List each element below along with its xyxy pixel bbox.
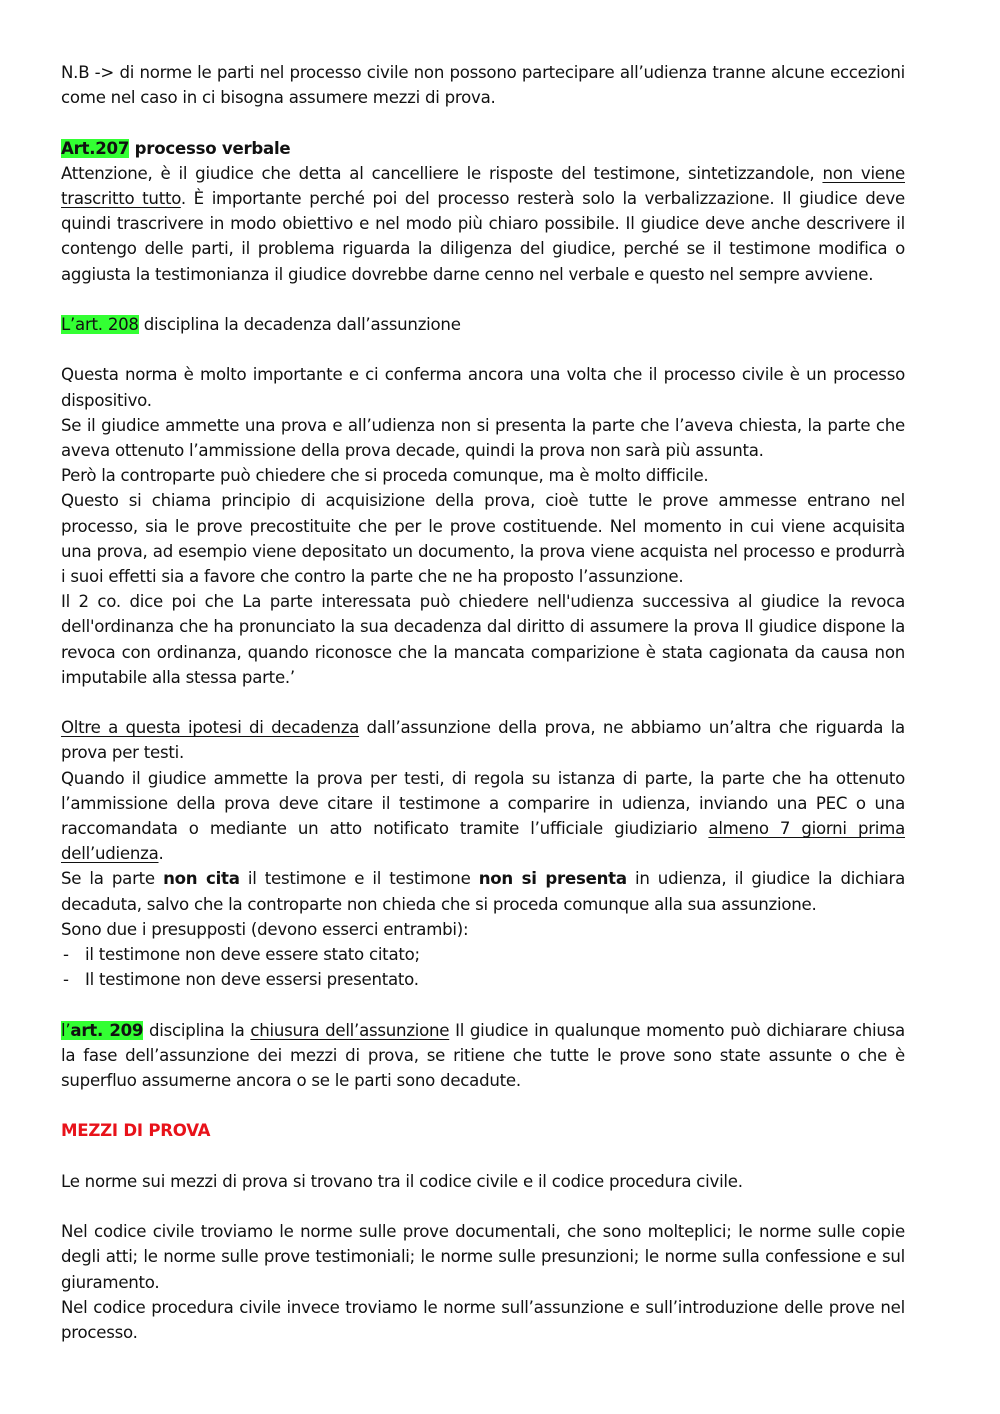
- spacer: [61, 1144, 905, 1169]
- testi-text-3a: Se la parte: [61, 869, 164, 889]
- testi-text-2a: Quando il giudice ammette la prova per testi, di regola su istanza di parte, la parte che ha ottenuto l’ammissione della prova deve citare il testimone a comparire in udienza, inviando una PEC o una raccomandata o mediante un atto notificato tramite l’ufficiale giudiziario: [61, 768, 905, 839]
- art209-highlight: [61, 1021, 143, 1040]
- spacer: [61, 1093, 905, 1118]
- art209-paragraph: [61, 1018, 905, 1094]
- art208-paragraph-2: Se il giudice ammette una prova e all’udienza non si presenta la parte che l’aveva chiesta, la parte che aveva ottenuto l’ammissione della prova decade, quindi la prova non sarà più assunta.: [61, 415, 905, 460]
- art209-prefix: l’: [61, 1020, 71, 1040]
- art209-underlined: chiusura dell’assunzione: [250, 1020, 450, 1040]
- spacer: [61, 992, 905, 1017]
- art207-heading-text: processo verbale: [129, 138, 291, 158]
- mezzi-paragraph-2: Nel codice civile troviamo le norme sulle prove documentali, che sono molteplici; le norme sulle copie degli atti; le norme sulle prove testimoniali; le norme sulle presunzioni; le norme sulla confessione e sul giuramento.: [61, 1222, 905, 1292]
- art208-paragraph-1: Questa norma è molto importante e ci conferma ancora una volta che il processo civile è un processo dispositivo.: [61, 365, 905, 410]
- testi-text-2b: .: [158, 844, 164, 864]
- art207-text-b: . È importante perché poi del processo resterà solo la verbalizzazione. Il giudice deve quindi trascrivere in modo obiettivo e nel modo più chiaro possibile. Il giudice deve anche descrivere il contengo delle parti, il problema riguarda la diligenza del giudice, perché se il testimone modifica o aggiusta la testimonianza il giudice dovrebbe darne cenno nel verbale e questo nel sempre avviene.: [61, 189, 905, 284]
- art209-text-b: Il giudice in qualunque momento può dichiarare chiusa la fase dell’assunzione dei mezzi di prova, se ritiene che tutte le prove sono state assunte o che è superfluo assumerne ancora o se le parti sono decadute.: [61, 1020, 905, 1091]
- art207-heading: [61, 136, 905, 161]
- art208-heading: [61, 312, 905, 337]
- testi-paragraph-2: [61, 766, 905, 867]
- art207-highlight: Art.207: [61, 138, 130, 158]
- art208-paragraph-3: Però la controparte può chiedere che si proceda comunque, ma è molto difficile.: [61, 466, 709, 486]
- art209-bold: art. 209: [70, 1020, 144, 1040]
- art208-paragraph-4: Questo si chiama principio di acquisizione della prova, cioè tutte le prove ammesse entrano nel processo, sia le prove precostituite che per le prove costituende. Nel momento in cui viene acquisita una prova, ad esempio viene depositato un documento, la prova viene acquista nel processo e produrrà i suoi effetti sia a favore che contro la parte che ne ha proposto l’assunzione.: [61, 491, 905, 587]
- art208-heading-text: disciplina la decadenza dall’assunzione: [138, 315, 461, 334]
- list-item: - Il testimone non deve essersi presentato.: [61, 967, 905, 992]
- testi-text-3d: in udienza, il giudice la dichiara decaduta, salvo che la controparte non chieda che si proceda comunque alla sua assunzione.: [61, 869, 905, 914]
- spacer: [61, 287, 905, 312]
- nb-paragraph: N.B -> di norme le parti nel processo civile non possono partecipare all’udienza tranne alcune eccezioni come nel caso in ci bisogna assumere mezzi di prova.: [61, 63, 905, 108]
- art208-paragraph-5: Il 2 co. dice poi che La parte interessata può chiedere nell'udienza successiva al giudice la revoca dell'ordinanza che ha pronunciato la sua decadenza dal diritto di assumere la prova Il giudice dispone la revoca con ordinanza, quando riconosce che la mancata comparizione è stata cagionata da causa non imputabile alla stessa parte.’: [61, 592, 905, 687]
- testi-underlined-2: almeno 7 giorni prima dell’udienza: [61, 819, 905, 864]
- mezzi-paragraph-3: Nel codice procedura civile invece troviamo le norme sull’assunzione e sull’introduzione delle prove nel processo.: [61, 1297, 905, 1343]
- testi-text-3c: il testimone e il testimone: [239, 869, 479, 889]
- art207-underlined: non viene trascritto tutto: [61, 163, 905, 208]
- list-item: - il testimone non deve essere stato citato;: [61, 942, 905, 967]
- art209-text-a: disciplina la: [143, 1020, 251, 1040]
- mezzi-paragraph-1: Le norme sui mezzi di prova si trovano tra il codice civile e il codice procedura civile.: [61, 1171, 743, 1191]
- spacer: [61, 337, 905, 362]
- testi-paragraph-3: [61, 866, 905, 916]
- spacer: [61, 690, 905, 715]
- presupposti-list: [61, 942, 905, 992]
- art207-paragraph: [61, 161, 905, 287]
- testi-paragraph-4: Sono due i presupposti (devono esserci entrambi):: [61, 919, 469, 939]
- art207-text-a: Attenzione, è il giudice che detta al cancelliere le risposte del testimone, sintetizzandole,: [61, 163, 823, 183]
- testi-bold-1: non cita: [163, 869, 240, 889]
- testi-text-1: dall’assunzione della prova, ne abbiamo un’altra che riguarda la prova per testi.: [61, 718, 905, 763]
- art208-highlight: L’art. 208: [61, 315, 139, 334]
- spacer: [61, 1194, 905, 1219]
- mezzi-heading: MEZZI DI PROVA: [61, 1121, 211, 1141]
- testi-bold-2: non si presenta: [478, 869, 627, 889]
- testi-underlined-1: Oltre a questa ipotesi di decadenza: [61, 718, 360, 738]
- testi-paragraph-1: [61, 715, 905, 765]
- spacer: [61, 110, 905, 135]
